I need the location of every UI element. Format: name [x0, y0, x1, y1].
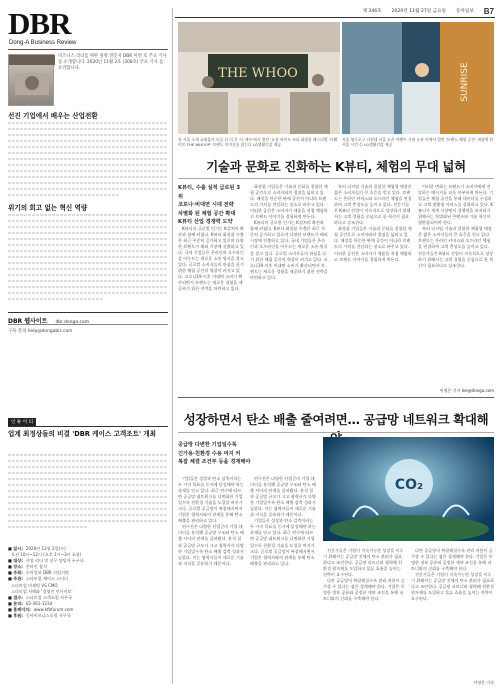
article1-deck: [178, 184, 244, 227]
header-rule: [175, 17, 495, 18]
article2-column-3: 전문가들은 기업이 지속가능한 성장을 이루기 위해서는 공급망 전체의 탄소 관리가 필요하다고 조언한다. 공급망 파트너와 협력해 친환경 원자재를 도입하고 물류 효율을 높이는 전략이 요구된다. 다만 공급망이 복잡해질수록 관리 비용이 증가할 수 있다는 점은 경계해야 한다. 기업은 투명한 정보 공유와 공정한 계약 조건을 통해 파트너와의 신뢰를 구축해야 한다.: [323, 548, 405, 602]
paper-name: 동아일보: [456, 9, 474, 14]
article2-headline: 성장하면서 탄소 배출 줄여려면… 공급망 네트워크 확대해: [183, 412, 489, 427]
section-title-3: 업계 최정상들의 비결 'DBR 케이스 고객조트' 개최: [8, 430, 157, 438]
store-photo-left: [178, 22, 340, 134]
event-info-key: ■ 후원:: [8, 613, 23, 619]
promo-text: 비즈니스 리더를 위한 경영 전문지 DBR 이번 호 주요 기사를 소개합니다. 2020년 11월 2호 (308호) 주요 기사 를 요약합니다.: [58, 54, 167, 72]
article1-column-4: 이러한 변화는 브랜드가 소비자에게 전달하는 메시지를 더욱 풍부하게 만든다. 기업들은 체험 공간을 통해 데이터를 수집하고 고객 맞춤형 서비스를 강화하고 있다. K뷰티가 세계 시장에서 경쟁력을 유지하기 위해서는 차별화된 콘텐츠와 기술 혁신이 뒷받침되어야 한다. 특히 디지털 기술과 결합한 체험형 매장은 젊은 소비자들의 큰 호응을 얻고 있다. 브랜드는 온라인 커머스와 오프라인 체험을 연결하여 고객 충성도를 높이고 있다. 전문가들은 K뷰티 산업이 지속적으로 성장하기 위해서는 고객 경험을 중심으로 한 혁신이 필요하다고 강조한다.: [418, 184, 494, 268]
event-info-key: ■ 주관:: [8, 576, 23, 582]
headline1-rule: [178, 178, 494, 179]
article2-byline: 이정은 기자: [473, 680, 494, 685]
photo-caption-left: 한 서울 소재 쇼핑몰의 모습 뒤 더 후 '더 셰프'에서 열린 '유통 바이오 씨티 화장품 페스티벌 '더웨이브 THE WHOOP' 브랜드 이미지를 잡는다 LG생활건강 제공: [178, 137, 338, 147]
contact-line: 구독 문의 help@dongabiz.com: [8, 324, 168, 334]
logo-rule: [8, 49, 168, 50]
store-photo-right: [342, 22, 494, 134]
article2-top-rule: [178, 397, 494, 398]
event-info-value: 02-361-1234: [25, 600, 53, 606]
event-info-row: [8, 613, 168, 619]
page-number: B7: [483, 6, 494, 16]
section-body-3: [8, 452, 168, 530]
section-body-1: [8, 120, 168, 198]
event-info-list: [8, 546, 168, 619]
deck-line: K뷰티, 수출 실적 급로된 3위: [178, 185, 240, 200]
deck-line: 공급망 다변한 기업일수록: [178, 442, 237, 448]
article2-column-2: 연구진은 다양한 산업군의 기업 데이터를 분석해 공급망 구조와 탄소 배출 사이의 관계를 살펴봤다. 분석 결과 공급망 규모가 크고 협력사가 다양한 기업일수록 탄소 배출 감축 성과가 높았다. 이는 협력사들이 새로운 기술과 지식을 공유하기 때문이다. 기업들은 성장과 탄소 감축이라는 두 가지 목표를 동시에 달성해야 하는 과제를 안고 있다. 최근 연구에 따르면 공급망 네트워크를 다변화한 기업일수록 친환경 기술을 도입할 여지가 크다. 글로벌 공급망이 복잡해지면서 기업은 협력사와의 관계를 통해 탄소 배출을 관리하고 있다.: [250, 476, 316, 566]
deck-line: 코로나·비대면 시대 전략: [178, 202, 234, 208]
event-info-value: 온라인 참석: [25, 564, 47, 570]
event-info-value: 스타트업 마케팅 VS CMO: [11, 582, 58, 588]
deck-line: K뷰티 산업 경쟁력 도약: [178, 219, 233, 225]
event-info-value: 스타트업 고객포럼 사무국: [25, 594, 72, 600]
event-info-value: 스타트업 사례와 '경영진 인사이트': [11, 588, 73, 594]
event-info-key: ■ 일시:: [8, 546, 23, 551]
photo-caption-right: 서울 영등포구 더현대 서울 오픈 이벤트 기념 유흥 이에서 열린 '브랜드 체험 공간' 개장에 한 서울 시민 등 LG생활건강 제공: [342, 137, 494, 147]
article2-column-1: 기업들은 성장과 탄소 감축이라는 두 가지 목표를 동시에 달성해야 하는 과제를 안고 있다. 최근 연구에 따르면 공급망 네트워크를 다변화한 기업일수록 친환경 기술을 도입할 여지가 크다. 글로벌 공급망이 복잡해지면서 기업은 협력사와의 관계를 통해 탄소 배출을 관리하고 있다. 연구진은 다양한 산업군의 기업 데이터를 분석해 공급망 구조와 탄소 배출 사이의 관계를 살펴봤다. 분석 결과 공급망 규모가 크고 협력사가 다양한 기업일수록 탄소 배출 감축 성과가 높았다. 이는 협력사들이 새로운 기술과 지식을 공유하기 때문이다.: [178, 476, 244, 566]
event-info-value: 동아비즈니스포럼 사무국: [25, 613, 71, 619]
issue-number: 제 346호: [362, 9, 382, 14]
article2-deck: [178, 441, 308, 467]
event-info-key: ■ 주최:: [8, 570, 23, 576]
issue-date: 2020년 11월 27일 금요일: [391, 9, 446, 14]
co2-text: CO₂: [394, 477, 424, 493]
deck-line: 긴가용·친환경 수용 여지 커: [178, 450, 241, 457]
website-url[interactable]: dbr.donga.com: [55, 320, 90, 325]
section-tab-label: 인 튜 이 터: [8, 418, 36, 426]
sidebar: [4, 6, 170, 686]
sidebar-divider: [172, 8, 173, 684]
event-info-key: ■ 문의:: [8, 600, 23, 606]
event-info-key: ■ 대상:: [8, 558, 23, 564]
magazine-cover-image: [8, 54, 54, 106]
svg-text:SUNRISE: SUNRISE: [460, 62, 470, 102]
dbr-logo-subtitle: Dong-A Business Review: [9, 40, 77, 46]
section-body-2: [8, 212, 168, 302]
section-title-1: 선진 기업에서 배우는 산업전환: [8, 112, 98, 120]
event-info-key: ■ 홈페이지:: [8, 606, 31, 612]
event-info-value: 동아일보 DBR 사업지원: [25, 570, 69, 576]
section-title-2: 위기의 회고 없는 혁신 역량: [8, 204, 88, 212]
tab-rule: [8, 426, 168, 427]
store-sign-text: THE WHOO: [218, 66, 298, 81]
event-info-value: 오전 10시~12시 (오후 1시~3시 포함): [11, 552, 82, 558]
event-info-key: ■ 장소:: [8, 564, 23, 570]
deck-line: 차별화 된 체험 공간 확대: [178, 210, 236, 217]
headline2-rule: [178, 432, 494, 433]
website-label: DBR 웹사이트: [8, 318, 48, 325]
article1-byline: 이정은 기자 lee@donga.com: [439, 388, 494, 393]
article1-column-2: 화장품 기업들은 기술과 문화를 결합한 체험 공간으로 소비자와의 접점을 넓히고 있다. 매장을 단순한 판매 공간이 아니라 브랜드의 가치를 전달하는 장소로 바꾸고 있다. 이러한 공간은 소비자가 제품을 직접 체험하고 브랜드 이야기를 경험하게 만든다. K뷰티의 글로벌 인기는 K컬처의 확산과 함께 커졌다. K뷰티 화장품 수출은 최근 꾸준히 증가하고 있으며 다양한 브랜드가 해외 시장에 진출하고 있다. 국내 기업들은 온라인과 오프라인을 아우르는 새로운 소통 방식을 찾고 있다. 글로벌 소비자들의 관심을 끌기 위한 체험 공간의 역할이 커지고 있다. 코로나19 이후 비대면 소비가 확산되면서 브랜드는 새로운 경험을 제공하기 위한 전략을 마련하고 있다.: [250, 184, 328, 280]
page-header: [178, 5, 494, 17]
article1-column-1: K뷰티의 글로벌 인기는 K컬처의 확산과 함께 커졌다. K뷰티 화장품 수출은 최근 꾸준히 증가하고 있으며 다양한 브랜드가 해외 시장에 진출하고 있다. 국내 기업들은 온라인과 오프라인을 아우르는 새로운 소통 방식을 찾고 있다. 글로벌 소비자들의 관심을 끌기 위한 체험 공간의 역할이 커지고 있다. 코로나19 이후 비대면 소비가 확산되면서 브랜드는 새로운 경험을 제공하기 위한 전략을 마련하고 있다.: [178, 226, 244, 292]
event-info-key: ■ 접수:: [8, 594, 23, 600]
event-info-value: 2020년 12월 2일(수): [25, 546, 66, 551]
event-info-value: 사업 리더 및 실무 담당자 누구나: [25, 558, 84, 564]
event-info-value: 스타트업 케이스 스터디: [25, 576, 68, 582]
article1-headline: 기술과 문화로 진화하는 K뷰티, 체험의 무대 넓혀: [206, 159, 466, 174]
dbr-logo: DBR: [8, 6, 71, 41]
article2-column-4: 다만 공급망이 복잡해질수록 관리 비용이 증가할 수 있다는 점은 경계해야 한다. 기업은 투명한 정보 공유와 공정한 계약 조건을 통해 파트너와의 신뢰를 구축해야 한다. 전문가들은 기업이 지속가능한 성장을 이루기 위해서는 공급망 전체의 탄소 관리가 필요하다고 조언한다. 공급망 파트너와 협력해 친환경 원자재를 도입하고 물류 효율을 높이는 전략이 요구된다.: [411, 548, 494, 602]
deck-line: 복잡 체결 조건부 등을 경계해야: [178, 459, 251, 465]
carbon-illustration: [323, 437, 494, 541]
event-info-value: www.kfbforum.com: [33, 606, 74, 612]
article1-column-3: 특히 디지털 기술과 결합한 체험형 매장은 젊은 소비자들의 큰 호응을 얻고 있다. 브랜드는 온라인 커머스와 오프라인 체험을 연결하여 고객 충성도를 높이고 있다. 전문가들은 K뷰티 산업이 지속적으로 성장하기 위해서는 고객 경험을 중심으로 한 혁신이 필요하다고 강조한다. 화장품 기업들은 기술과 문화를 결합한 체험 공간으로 소비자와의 접점을 넓히고 있다. 매장을 단순한 판매 공간이 아니라 브랜드의 가치를 전달하는 장소로 바꾸고 있다. 이러한 공간은 소비자가 제품을 직접 체험하고 브랜드 이야기를 경험하게 만든다.: [334, 184, 412, 262]
